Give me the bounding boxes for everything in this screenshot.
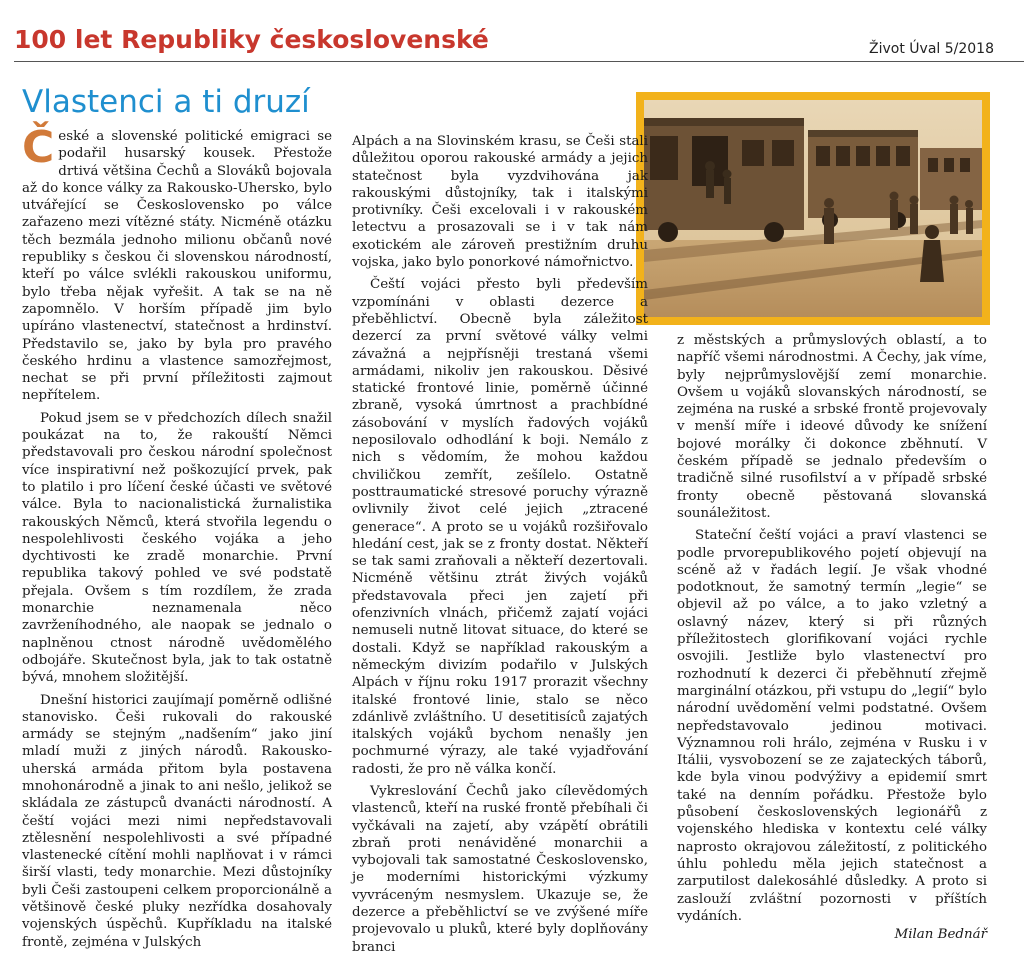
paragraph-3: Dnešní historici zaujímají poměrně odlišné stanovisko. Češi rukovali do rakouské armády se stejným „nadšením“ jako jiní mladí muži z jiných národů. Rakousko-uherská armáda přitom byla postavena mnohonárodně a jinak to ani nešlo, jelikož se skládala ze zástupců dvanácti národností. A čeští vojáci mezi nimi nepředstavovali ztělesnění nespolehlivosti a své případné vlastenecké cítění mohli naplňovat i v rámci širší vlasti, tedy monarchie. Mezi důstojníky byli Češi zastoupeni celkem proporcionálně a většinově české pluky nezřídka dosahovaly vojenských úspěchů. Kupříkladu na italské frontě, zejména v Julských xyxy=(22,692,332,950)
paragraph-4: Alpách a na Slovinském krasu, se Češi stali důležitou oporou rakouské armády a jejich statečnost byla vyzdvihována jak rakouskými důstojníky, tak i italskými protivníky. Češi excelovali i v rakouském letectvu a prosazovali se i v tak nám exotickém ale zároveň prestižním druhu vojska, jako bylo ponorkové námořnictvo. xyxy=(352,134,648,271)
article-column-3 xyxy=(677,332,987,943)
paragraph-6: Vykreslování Čechů jako cílevědomých vlastenců, kteří na ruské frontě přebíhali či vyčkávali na zajetí, aby vzápětí obrátili zbraň proti nenáviděné monarchii a vybojovali tak samostatné Československo, je moderními historickými výzkumy vyvráceným nesmyslem. Ukazuje se, že dezerce a přeběhlictví se ve zvýšené míře projevovalo u pluků, které byly doplňovány branci xyxy=(352,783,648,955)
paragraph-1-text: eské a slovenské politické emigraci se podařil husarský kousek. Přestože drtivá většina Čechů a Slováků bojovala až do konce války za Rakousko-Uhersko, bylo utvářející se Československo po válce zařazeno mezi vítězné státy. Nicméně otázku těch bezmála jednoho milionu občanů nové republiky s českou či slovenskou národností, kteří po válce svlékli rakouskou uniformu, bylo třeba nějak vyřešit. A tak se na ně zapomnělo. V horším případě jim bylo upíráno vlastenectví, statečnost a hrdinství. Představilo se, jako by byla pro pravého českého hrdinu a vlastence samozřejmost, nechat se při první příležitosti zajmout nepřítelem. xyxy=(22,129,332,404)
article-headline: Vlastenci a ti druzí xyxy=(22,84,310,120)
historical-train-photo xyxy=(636,92,990,325)
paragraph-7: z městských a průmyslových oblastí, a to napříč všemi národnostmi. A Čechy, jak víme, byly nejprůmyslovější zemí monarchie. Ovšem u vojáků slovanských národností, se zejména na ruské a srbské frontě projevovaly v menší míře i ideové důvody ke snížení bojové morálky či dokonce zběhnutí. V českém případě se jednalo především o tradičně silné rusofilství a v případě srbské fronty obecně pěstovaná slovanská sounáležitost. xyxy=(677,333,987,521)
train-illustration xyxy=(644,100,982,317)
paragraph-8: Stateční čeští vojáci a praví vlastenci se podle prvorepublikového pojetí objevují na scéně až v řadách legií. Je však vhodné podotknout, že samotný termín „legie“ se objevil až po válce, a to jako vzletný a oslavný název, který si při různých příležitostech glorifikovaní vojáci rychle osvojili. Jestliže bylo vlastenectví pro rozhodnutí k dezerci či přeběhnutí zřejmě marginální otázkou, při vstupu do „legií“ bylo národní uvědomění velmi podstatné. Ovšem nepředstavovalo jedinou motivaci. Významnou roli hrálo, zejména v Rusku i v Itálii, vysvobození se ze zajateckých táborů, kde byla vinou podvýživy a epidemií smrt také na denním pořádku. Přestože bylo působení československých legionářů z vojenského hlediska v kontextu celé války naprosto okrajovou záležitostí, z politického úhlu pohledu měla jejich statečnost a zarputilost dalekosáhlé důsledky. A proto si zaslouží zvláštní pozornosti v příštích vydáních. xyxy=(677,528,987,924)
dropcap-letter: Č xyxy=(22,122,55,173)
paragraph-2: Pokud jsem se v předchozích dílech snažil poukázat na to, že rakouští Němci představovali pro českou národní společnost více inspirativní než poškozující prvek, pak to platilo i pro líčení české účasti ve světové válce. Byla to nacionalistická žurnalistika rakouských Němců, která stvořila legendu o nespolehlivosti českého vojáka a jeho dychtivosti ke zradě monarchie. První republika takový pohled ve své podstatě přejala. Ovšem s tím rozdílem, že zrada monarchie neznamenala něco zavrženíhodného, ale naopak se jednalo o naplněnou ctnost národně uvědomělého odbojáře. Skutečnost byla, jak to tak ostatně bývá, mnohem složitější. xyxy=(22,410,332,686)
author-signature: Milan Bednář xyxy=(894,927,987,943)
paragraph-1 xyxy=(22,122,332,405)
article-column-1 xyxy=(22,122,332,951)
issue-label: Život Úval 5/2018 xyxy=(869,41,994,57)
header-divider xyxy=(14,61,1024,62)
paragraph-5: Čeští vojáci přesto byli především vzpomínáni v oblasti dezerce a přeběhlictví. Obecně byla záležitost dezercí za první světové války velmi závažná a nejpřísněji trestaná všemi armádami, nikoliv jen rakouskou. Děsivé statické frontové linie, poměrně účinné zbraně, vysoká úmrtnost a prachbídné zásobování v myslích řadových vojáků neposilovalo odhodlání k boji. Nemálo z nich s vědomím, že mohou každou chviličkou zemřít, zešílelo. Ostatně posttraumatické stresové poruchy výrazně ovlivnily život celé jejich „ztracené generace“. A proto se u vojáků rozšiřovalo hledání cest, jak se z fronty dostat. Někteří se tak sami zraňovali a někteří dezertovali. Nicméně většinu ztrát živých vojáků představovala přeci jen zajetí při ofenzivních vlnách, přičemž zajatí vojáci nemuseli nutně litovat situace, do které se dostali. Když se například rakouským a německým divizím podařilo v Julských Alpách v říjnu roku 1917 prorazit všechny italské frontové linie, stalo se něco zdánlivě zvláštního. U desetitisíců zajatých italských vojáků bychom nenašly jen pochmurné výrazy, ale také vyjadřování radosti, že pro ně válka končí. xyxy=(352,277,648,777)
article-column-2 xyxy=(352,133,648,956)
section-title: 100 let Republiky československé xyxy=(14,25,489,54)
